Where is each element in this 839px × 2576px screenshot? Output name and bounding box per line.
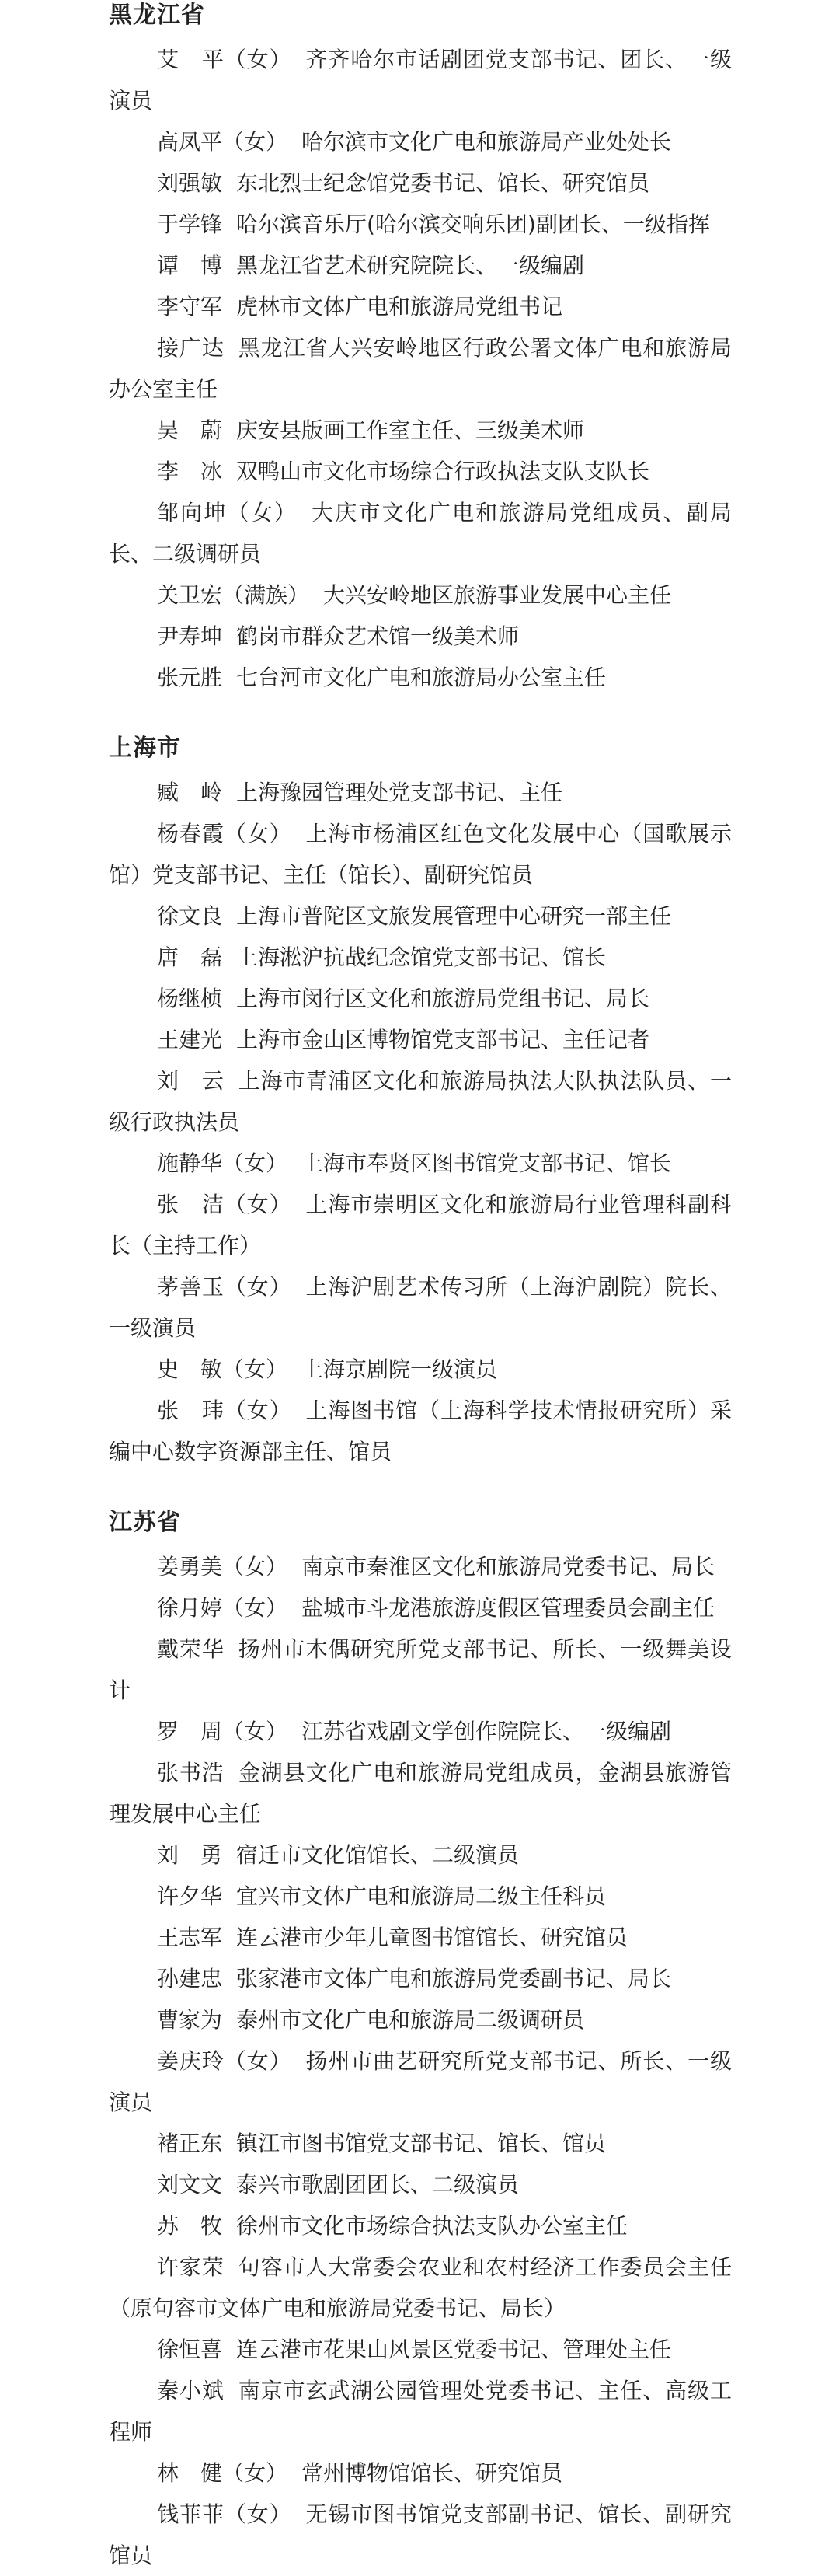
province-section [109, 0, 732, 698]
honoree-name: 张元胜 [157, 665, 223, 690]
honoree-name: 徐恒喜 [157, 2337, 223, 2362]
honoree-entry [109, 286, 732, 327]
honoree-name: 于学锋 [157, 211, 223, 237]
honoree-name: 姜勇美（女） [157, 1554, 288, 1579]
honoree-name: 尹寿坤 [157, 623, 223, 649]
honoree-name: 关卫宏（满族） [157, 582, 310, 608]
honoree-title: 鹤岗市群众艺术馆一级美术师 [236, 623, 520, 649]
honoree-entry [109, 1834, 732, 1876]
honoree-entry [109, 772, 732, 813]
honoree-title: 上海图书馆（上海科学技术情报研究所）采编中心数字资源部主任、馆员 [109, 1398, 732, 1464]
honoree-name: 许夕华 [157, 1883, 223, 1909]
honoree-name: 艾 平（女） [157, 47, 292, 72]
honoree-entry [109, 245, 732, 286]
honoree-title: 句容市人大常委会农业和农村经济工作委员会主任（原句容市文体广电和旅游局党委书记、局长） [109, 2254, 732, 2321]
honoree-title: 庆安县版画工作室主任、三级美术师 [236, 417, 585, 443]
section-spacer [109, 698, 732, 733]
honoree-name: 接广达 [157, 335, 225, 361]
honoree-entry [109, 2329, 732, 2370]
honoree-title: 哈尔滨音乐厅(哈尔滨交响乐团)副团长、一级指挥 [236, 211, 710, 237]
honoree-title: 南京市玄武湖公园管理处党委书记、主任、高级工程师 [109, 2378, 732, 2445]
honoree-name: 刘 云 [157, 1068, 225, 1094]
honoree-entry [109, 39, 732, 121]
honoree-title: 上海豫园管理处党支部书记、主任 [236, 780, 563, 805]
honoree-entry [109, 1628, 732, 1711]
honoree-entry [109, 451, 732, 492]
honoree-name: 戴荣华 [157, 1636, 225, 1662]
honoree-name: 邹向坤（女） [157, 500, 298, 525]
honoree-title: 张家港市文体广电和旅游局党委副书记、局长 [236, 1966, 672, 1991]
honoree-list [109, 39, 732, 698]
honoree-title: 七台河市文化广电和旅游局办公室主任 [236, 665, 607, 690]
honoree-title: 大庆市文化广电和旅游局党组成员、副局长、二级调研员 [109, 500, 732, 567]
honoree-entry [109, 1060, 732, 1143]
honoree-title: 镇江市图书馆党支部书记、馆长、馆员 [236, 2131, 607, 2156]
honoree-name: 王建光 [157, 1027, 223, 1052]
honoree-title: 齐齐哈尔市话剧团党支部书记、团长、一级演员 [109, 47, 732, 113]
honoree-entry [109, 1019, 732, 1060]
honoree-name: 高凤平（女） [157, 129, 288, 155]
honoree-name: 唐 磊 [157, 944, 223, 970]
honoree-name: 刘 勇 [157, 1842, 223, 1868]
honoree-name: 张 玮（女） [157, 1398, 292, 1423]
honoree-title: 扬州市曲艺研究所党支部书记、所长、一级演员 [109, 2048, 732, 2115]
honoree-title: 盐城市斗龙港旅游度假区管理委员会副主任 [301, 1595, 715, 1621]
honoree-name: 茅善玉（女） [157, 1274, 292, 1300]
honoree-entry [109, 1876, 732, 1917]
honoree-name: 杨继桢 [157, 986, 223, 1011]
honoree-name: 李 冰 [157, 459, 223, 484]
honoree-entry [109, 813, 732, 895]
honoree-entry [109, 2452, 732, 2494]
honoree-title: 南京市秦淮区文化和旅游局党委书记、局长 [301, 1554, 715, 1579]
honoree-title: 哈尔滨市文化广电和旅游局产业处处长 [301, 129, 672, 155]
honoree-name: 刘文文 [157, 2172, 223, 2197]
honoree-entry [109, 1266, 732, 1349]
honoree-entry [109, 410, 732, 451]
honoree-title: 常州博物馆馆长、研究馆员 [301, 2460, 563, 2486]
honoree-title: 宿迁市文化馆馆长、二级演员 [236, 1842, 520, 1868]
honoree-entry [109, 2205, 732, 2246]
province-heading: 江苏省 [109, 1509, 181, 1536]
honoree-title: 泰兴市歌剧团团长、二级演员 [236, 2172, 520, 2197]
honoree-entry [109, 1349, 732, 1390]
honoree-name: 刘强敏 [157, 170, 223, 196]
honoree-name: 吴 蔚 [157, 417, 223, 443]
honoree-list [109, 772, 732, 1472]
honoree-entry [109, 2370, 732, 2452]
honoree-title: 徐州市文化市场综合执法支队办公室主任 [236, 2213, 628, 2239]
honoree-title: 上海淞沪抗战纪念馆党支部书记、馆长 [236, 944, 607, 970]
honoree-name: 杨春霞（女） [157, 821, 292, 846]
province-heading: 上海市 [109, 735, 181, 762]
honoree-name: 林 健（女） [157, 2460, 288, 2486]
honoree-entry [109, 162, 732, 204]
province-section [109, 733, 732, 1472]
honoree-title: 无锡市图书馆党支部副书记、馆长、副研究馆员 [109, 2501, 732, 2568]
honoree-name: 罗 周（女） [157, 1719, 288, 1744]
province-heading: 黑龙江省 [109, 2, 205, 29]
honoree-entry [109, 1711, 732, 1752]
honoree-entry [109, 2164, 732, 2205]
honoree-entry [109, 978, 732, 1019]
honoree-entry [109, 895, 732, 937]
honoree-entry [109, 1752, 732, 1834]
honoree-name: 谭 博 [157, 253, 223, 278]
province-section [109, 1507, 732, 2576]
honoree-name: 李守军 [157, 294, 223, 319]
honoree-entry [109, 574, 732, 616]
honoree-title: 上海市杨浦区红色文化发展中心（国歌展示馆）党支部书记、主任（馆长）、副研究馆员 [109, 821, 732, 888]
honoree-title: 上海市金山区博物馆党支部书记、主任记者 [236, 1027, 650, 1052]
honoree-entry [109, 121, 732, 162]
honoree-name: 钱菲菲（女） [157, 2501, 292, 2527]
honoree-title: 泰州市文化广电和旅游局二级调研员 [236, 2007, 585, 2033]
honoree-title: 上海市青浦区文化和旅游局执法大队执法队员、一级行政执法员 [109, 1068, 732, 1135]
honoree-title: 江苏省戏剧文学创作院院长、一级编剧 [301, 1719, 672, 1744]
honoree-name: 姜庆玲（女） [157, 2048, 292, 2074]
honoree-entry [109, 1958, 732, 1999]
honoree-name: 张书浩 [157, 1760, 225, 1785]
honoree-name: 曹家为 [157, 2007, 223, 2033]
honoree-entry [109, 2040, 732, 2123]
honoree-entry [109, 657, 732, 698]
honoree-name: 徐文良 [157, 903, 223, 929]
honoree-entry [109, 1184, 732, 1266]
honoree-title: 双鸭山市文化市场综合行政执法支队支队长 [236, 459, 650, 484]
honoree-name: 张 洁（女） [157, 1192, 292, 1217]
honoree-name: 秦小斌 [157, 2378, 225, 2403]
honoree-entry [109, 616, 732, 657]
honoree-entry [109, 1390, 732, 1472]
honoree-entry [109, 1143, 732, 1184]
honoree-entry [109, 492, 732, 574]
honoree-title: 连云港市少年儿童图书馆馆长、研究馆员 [236, 1925, 628, 1950]
honoree-entry [109, 2123, 732, 2164]
honoree-entry [109, 327, 732, 410]
honoree-name: 施静华（女） [157, 1150, 288, 1176]
honoree-name: 臧 岭 [157, 780, 223, 805]
honoree-title: 上海市奉贤区图书馆党支部书记、馆长 [301, 1150, 672, 1176]
honoree-entry [109, 1917, 732, 1958]
honoree-entry [109, 1587, 732, 1628]
honoree-title: 上海京剧院一级演员 [301, 1356, 498, 1382]
honoree-name: 孙建忠 [157, 1966, 223, 1991]
honoree-title: 虎林市文体广电和旅游局党组书记 [236, 294, 563, 319]
honoree-title: 黑龙江省大兴安岭地区行政公署文体广电和旅游局办公室主任 [109, 335, 732, 402]
honoree-name: 苏 牧 [157, 2213, 223, 2239]
honoree-list [109, 1546, 732, 2576]
honoree-title: 连云港市花果山风景区党委书记、管理处主任 [236, 2337, 672, 2362]
honoree-title: 黑龙江省艺术研究院院长、一级编剧 [236, 253, 585, 278]
honoree-entry [109, 1999, 732, 2040]
honoree-title: 上海市闵行区文化和旅游局党组书记、局长 [236, 986, 650, 1011]
honoree-entry [109, 937, 732, 978]
honoree-title: 宜兴市文体广电和旅游局二级主任科员 [236, 1883, 607, 1909]
honoree-name: 褚正东 [157, 2131, 223, 2156]
honoree-title: 扬州市木偶研究所党支部书记、所长、一级舞美设计 [109, 1636, 732, 1703]
honoree-entry [109, 1546, 732, 1587]
honoree-title: 上海市普陀区文旅发展管理中心研究一部主任 [236, 903, 672, 929]
honoree-name: 史 敏（女） [157, 1356, 288, 1382]
honoree-name: 王志军 [157, 1925, 223, 1950]
honoree-name: 许家荣 [157, 2254, 225, 2280]
honoree-entry [109, 204, 732, 245]
honoree-title: 金湖县文化广电和旅游局党组成员，金湖县旅游管理发展中心主任 [109, 1760, 732, 1827]
honoree-title: 上海市崇明区文化和旅游局行业管理科副科长（主持工作） [109, 1192, 732, 1258]
honoree-name: 徐月婷（女） [157, 1595, 288, 1621]
honoree-title: 大兴安岭地区旅游事业发展中心主任 [323, 582, 672, 608]
honoree-title: 东北烈士纪念馆党委书记、馆长、研究馆员 [236, 170, 650, 196]
honoree-entry [109, 2494, 732, 2576]
section-spacer [109, 1472, 732, 1507]
honoree-title: 上海沪剧艺术传习所（上海沪剧院）院长、一级演员 [109, 1274, 732, 1341]
honoree-entry [109, 2246, 732, 2329]
